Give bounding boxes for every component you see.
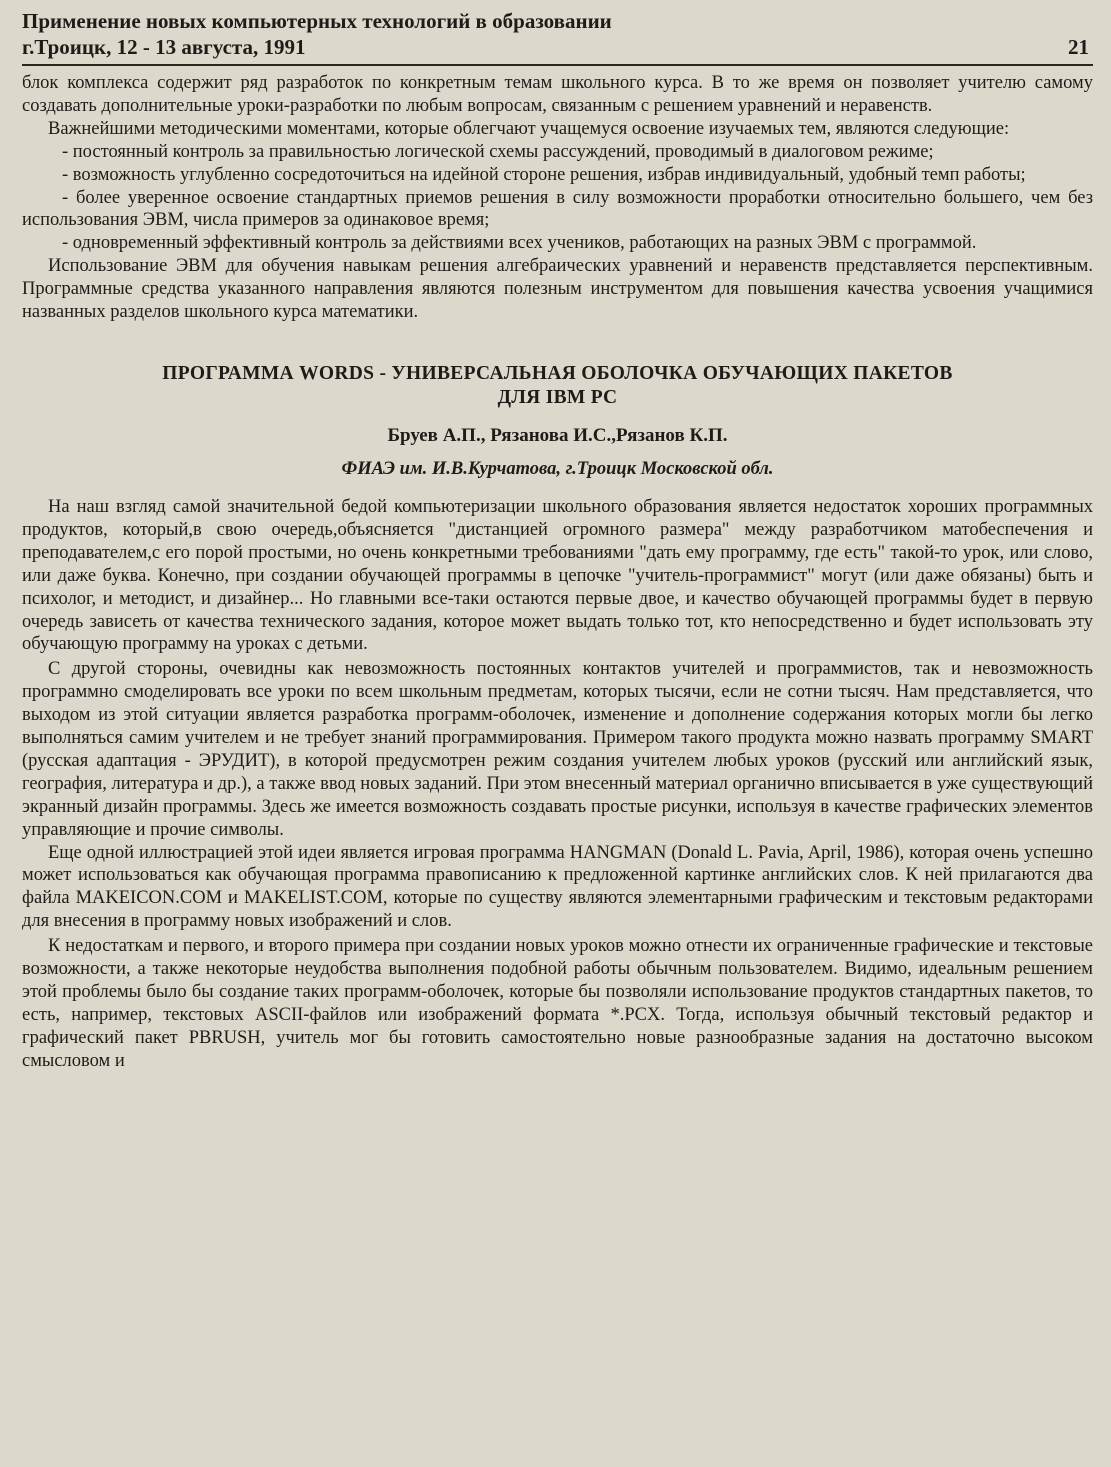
article-authors: Бруев А.П., Рязанова И.С.,Рязанов К.П. — [387, 424, 728, 446]
page-number: 21 — [1068, 35, 1089, 59]
article-title-line: ДЛЯ IBM PC — [497, 386, 618, 408]
paragraph: Использование ЭВМ для обучения навыкам решения алгебраических уравнений и неравенств представляется перспективным. Программные средства указанного направления являются полезным инструментом для повышения качества усвоения учащимися названных разделов школьного курса математики. — [22, 256, 1093, 323]
article-title — [52, 362, 1063, 410]
list-item: - постоянный контроль за правильностью логической схемы рассуждений, проводимый в диалоговом режиме; — [62, 141, 934, 162]
article-title-line: ПРОГРАММА WORDS - УНИВЕРСАЛЬНАЯ ОБОЛОЧКА ОБУЧАЮЩИХ ПАКЕТОВ — [162, 362, 953, 384]
paragraph: Еще одной иллюстрацией этой идеи является игровая программа HANGMAN (Donald L. Pavia, April, 1986), которая очень успешно может использоваться как обучающая программа правописанию к предложенной картинке английских слов. К ней прилагаются два файла MAKEICON.COM и MAKELIST.COM, которые по существу являются элементарными графическим и текстовым редакторами для внесения в программу новых изображений и слов. — [22, 842, 1093, 932]
header-conference-title: Применение новых компьютерных технологий в образовании — [22, 9, 612, 33]
header-rule — [22, 64, 1093, 66]
list-item: - одновременный эффективный контроль за действиями всех учеников, работающих на разных ЭВМ с программой. — [62, 233, 977, 254]
paragraph: К недостаткам и первого, и второго примера при создании новых уроков можно отнести их ограниченные графические и текстовые возможности, а также некоторые неудобства выполнения подобной работы обычным пользователем. Видимо, идеальным решением этой проблемы было бы создание таких программ-оболочек, которые бы позволяли использование продуктов стандартных пакетов, то есть, например, текстовых ASCII-файлов или изображений формата *.PCX. Тогда, используя обычный текстовый редактор и графический пакет PBRUSH, учитель мог бы готовить самостоятельно новые разнообразные задания на достаточно высоком смысловом и — [22, 936, 1093, 1071]
paragraph: На наш взгляд самой значительной бедой компьютеризации школьного образования является недостаток хороших программных продуктов, который,в свою очередь,объясняется "дистанцией огромного размера" между разработчиком матобеспечения и преподавателем,с его порой простыми, но очень конкретными требованиями "дать ему программу, где есть" такой-то урок, или слово, или даже буква. Конечно, при создании обучающей программы в цепочке "учитель-программист" могут (или даже обязаны) быть и психолог, и методист, и дизайнер... Но главными все-таки остаются первые двое, и качество обучающей программы будет в первую очередь зависеть от качества технического задания, которое может выдать только тот, кто непосредственно и будет использовать эту обучающую программу на уроках с детьми. — [22, 496, 1093, 655]
list-item: - возможность углубленно сосредоточиться на идейной стороне решения, избрав индивидуальный, удобный темп работы; — [62, 164, 1026, 185]
paragraph: С другой стороны, очевидны как невозможность постоянных контактов учителей и программистов, так и невозможность программно смоделировать все уроки по всем школьным предметам, которых тысячи, если не сотни тысяч. Нам представляется, что выходом из этой ситуации является разработка программ-оболочек, изменение и дополнение содержания которых могли бы легко выполняться самим учителем и не требует знаний программирования. Примером такого продукта можно назвать программу SMART (русская адаптация - ЭРУДИТ), в которой предусмотрен режим создания учителем любых уроков (русский или английский язык, география, литература и др.), а также ввод новых заданий. При этом внесенный материал органично вписывается в уже существующий экранный дизайн программы. Здесь же имеется возможность создавать простые рисунки, используя в качестве графических элементов управляющие и прочие символы. — [22, 659, 1093, 840]
paragraph: блок комплекса содержит ряд разработок по конкретным темам школьного курса. В то же время он позволяет учителю самому создавать дополнительные уроки-разработки по любым вопросам, связанным с решением уравнений и неравенств. — [22, 73, 1093, 116]
article-body — [22, 496, 1093, 1073]
article-affiliation: ФИАЭ им. И.В.Курчатова, г.Троицк Московской обл. — [341, 458, 774, 479]
previous-article-ending — [22, 72, 1093, 324]
paragraph: Важнейшими методическими моментами, которые облегчают учащемуся освоение изучаемых тем, являются следующие: — [48, 118, 1010, 139]
running-header — [22, 8, 1093, 60]
list-item: - более уверенное освоение стандартных приемов решения в силу возможности проработки относительно большего, чем без использования ЭВМ, числа примеров за одинаковое время; — [22, 187, 1093, 231]
header-location-date: г.Троицк, 12 - 13 августа, 1991 — [22, 35, 306, 59]
